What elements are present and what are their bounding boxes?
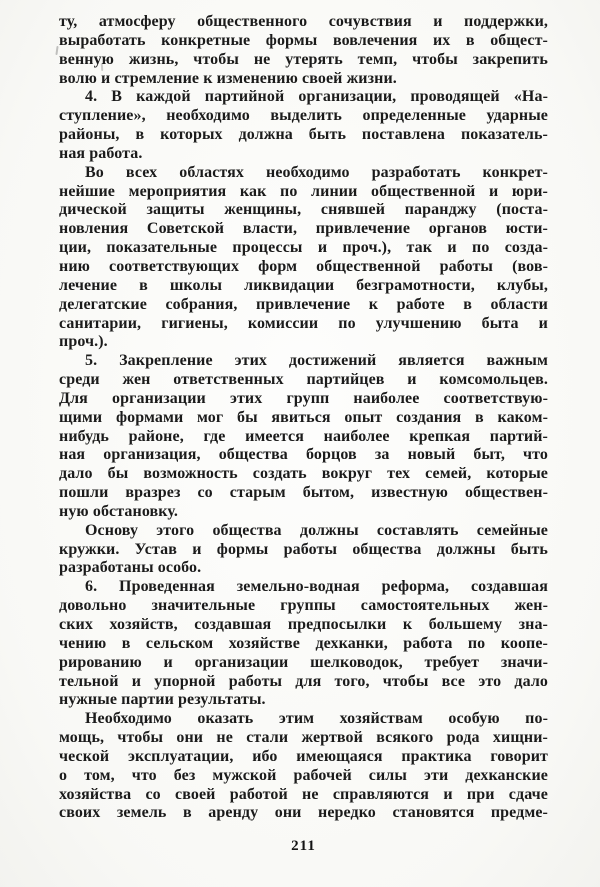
- text-line: среди жен ответственных партийцев и комсомольцев.: [59, 371, 548, 389]
- text-line: довольно значительные группы самостоятельных жен-: [59, 597, 548, 615]
- text-line: рированию и организации шелководок, требует значи-: [59, 653, 548, 671]
- text-line: проч.).: [59, 333, 108, 351]
- paragraph: [59, 164, 548, 352]
- text-line: делегатские собрания, привлечение к работе в области: [59, 295, 548, 313]
- text-line: хозяйства со своей работой не справляются и при сдаче: [59, 785, 548, 803]
- paragraph: [59, 88, 548, 163]
- text-line: санитарии, гигиены, комиссии по улучшению быта и: [59, 314, 548, 332]
- text-line: Основу этого общества должны составлять семейные: [85, 521, 548, 539]
- text-line: Во всех областях необходимо разработать конкрет-: [85, 163, 548, 181]
- text-line: своих земель в аренду они нередко становятся предме-: [59, 804, 548, 822]
- text-line: ских хозяйств, создавшая предпосылки к большему зна-: [59, 616, 548, 633]
- page-number: 211: [291, 838, 316, 855]
- text-line: тельной и упорной работы для того, чтобы все это дало: [59, 672, 548, 690]
- paragraph: [59, 522, 548, 579]
- text-line: Необходимо оказать этим хозяйствам особую по-: [85, 710, 548, 728]
- text-line: нибудь районе, где имеется наиболее крепкая партий-: [59, 427, 548, 445]
- text-line: ная организация, общества борцов за новый быт, что: [59, 446, 548, 464]
- paragraph: [59, 578, 548, 710]
- text-line: 4. В каждой партийной организации, проводящей «На-: [85, 88, 548, 106]
- text-line: ную обстановку.: [59, 502, 178, 520]
- text-line: венную жизнь, чтобы не утерять темп, чтобы закрепить: [59, 50, 548, 68]
- text-line: районы, в которых должна быть поставлена показатель-: [59, 126, 548, 144]
- text-line: новления Советской власти, привлечение органов юсти-: [59, 220, 548, 238]
- text-line: выработать конкретные формы вовлечения их в общест-: [59, 31, 548, 49]
- text-line: ческой эксплуатации, ибо имеющаяся практика говорит: [59, 747, 548, 765]
- document-page: [59, 13, 548, 855]
- text-line: о том, что без мужской рабочей силы эти дехканские: [59, 766, 548, 784]
- paragraph: [59, 352, 548, 522]
- text-line: нейшие мероприятия как по линии общественной и юри-: [59, 182, 548, 200]
- text-line: чению в сельском хозяйстве дехканки, работа по коопе-: [59, 634, 548, 652]
- text-line: нужные партии результаты.: [59, 691, 266, 709]
- paragraph: [59, 710, 548, 823]
- text-line: кружки. Устав и формы работы общества должны быть: [59, 540, 548, 558]
- text-line: волю и стремление к изменению своей жизни.: [59, 69, 397, 87]
- text-line: ции, показательные процессы и проч.), так и по созда-: [59, 239, 548, 257]
- text-line: Для организации этих групп наиболее соответствую-: [59, 389, 548, 407]
- text-line: 6. Проведенная земельно-водная реформа, создавшая: [85, 578, 548, 596]
- text-line: щими формами мог бы явиться опыт создания в каком-: [59, 408, 548, 426]
- paragraph: [59, 13, 548, 88]
- text-line: нию соответствующих форм общественной работы (вов-: [59, 257, 548, 275]
- text-line: мощь, чтобы они не стали жертвой всякого рода хищни-: [59, 729, 548, 747]
- text-line: ту, атмосферу общественного сочувствия и поддержки,: [59, 13, 548, 30]
- text-line: пошли вразрез со старым бытом, известную обществен-: [59, 484, 548, 502]
- text-line: лечение в школы ликвидации безграмотности, клубы,: [59, 276, 548, 294]
- text-line: дало бы возможность создать вокруг тех семей, которые: [59, 465, 548, 483]
- text-line: разработаны особо.: [59, 559, 202, 577]
- text-line: ная работа.: [59, 144, 143, 162]
- text-line: ступление», необходимо выделить определенные ударные: [59, 107, 548, 125]
- text-line: 5. Закрепление этих достижений является важным: [85, 352, 548, 370]
- text-line: дической защиты женщины, снявшей паранджу (поста-: [59, 201, 548, 219]
- body-text: [59, 13, 548, 823]
